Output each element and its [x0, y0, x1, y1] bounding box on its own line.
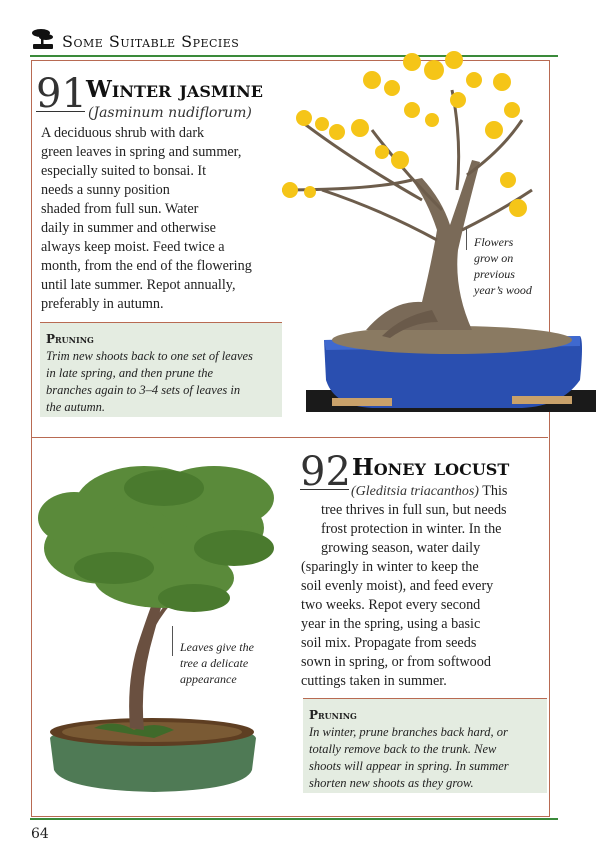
species-latin-name: (Gleditsia triacanthos) — [351, 484, 479, 499]
description-line: until late summer. Repot annually, — [41, 277, 236, 293]
description-line: two weeks. Repot every second — [301, 597, 481, 613]
pruning-line: shoots will appear in spring. In summer — [309, 759, 509, 773]
description-line: preferably in autumn. — [41, 296, 164, 312]
image-caption — [474, 234, 532, 298]
description-line: shaded from full sun. Water — [41, 201, 199, 217]
caption-pointer — [466, 228, 467, 250]
pruning-line: totally remove back to the trunk. New — [309, 742, 497, 756]
description-line: tree thrives in full sun, but needs — [321, 502, 507, 518]
description-line: A deciduous shrub with dark — [41, 125, 205, 141]
description-line: sown in spring, or from softwood — [301, 654, 491, 670]
page-number: 64 — [31, 826, 49, 842]
description-line: This — [482, 483, 508, 499]
species-number: 92 — [300, 449, 351, 495]
caption-line: appearance — [180, 672, 237, 686]
description-line: green leaves in spring and summer, — [41, 144, 242, 160]
description-line: month, from the end of the flowering — [41, 258, 252, 274]
pruning-text — [46, 348, 282, 416]
species-number: 91 — [36, 71, 87, 117]
pruning-title: Pruning — [46, 332, 94, 346]
caption-line: year’s wood — [474, 283, 532, 297]
pruning-line: Trim new shoots back to one set of leaves — [46, 349, 253, 363]
pruning-line: in late spring, and then prune the — [46, 366, 213, 380]
description-line: year in the spring, using a basic — [301, 616, 481, 632]
caption-line: tree a delicate — [180, 656, 249, 670]
description-line: soil mix. Propagate from seeds — [301, 635, 477, 651]
description-line: needs a sunny position — [41, 182, 170, 198]
caption-line: Flowers — [474, 235, 514, 249]
description-line: soil evenly moist), and feed every — [301, 578, 494, 594]
honey-locust-bonsai-image — [34, 438, 304, 808]
caption-line: Leaves give the — [180, 640, 254, 654]
species-description-first-line — [351, 482, 507, 501]
description-line: especially suited to bonsai. It — [41, 163, 207, 179]
pruning-line: the autumn. — [46, 400, 106, 414]
pruning-line: branches again to 3–4 sets of leaves in — [46, 383, 241, 397]
footer-rule — [30, 818, 558, 820]
caption-pointer — [172, 626, 173, 656]
section-title: Some Suitable Species — [62, 32, 240, 51]
description-line: (sparingly in winter to keep the — [301, 559, 479, 575]
species-latin-name: (Jasminum nudiflorum) — [88, 105, 252, 121]
winter-jasmine-bonsai-image — [262, 40, 600, 420]
description-line: daily in summer and otherwise — [41, 220, 216, 236]
description-line: cuttings taken in summer. — [301, 673, 447, 689]
species-name: Winter jasmine — [86, 76, 263, 103]
pruning-line: In winter, prune branches back hard, or — [309, 725, 508, 739]
pruning-text — [309, 724, 547, 792]
description-line: frost protection in winter. In the — [321, 521, 502, 537]
species-name: Honey locust — [352, 454, 510, 481]
pruning-box — [303, 698, 547, 793]
caption-line: grow on — [474, 251, 514, 265]
description-line: always keep moist. Feed twice a — [41, 239, 225, 255]
pruning-line: shorten new shoots as they grow. — [309, 776, 474, 790]
caption-line: previous — [474, 267, 515, 281]
image-caption — [180, 639, 254, 687]
description-line: growing season, water daily — [321, 540, 481, 556]
pruning-box — [40, 322, 282, 417]
pruning-title: Pruning — [309, 708, 357, 722]
species-description — [41, 124, 252, 314]
bonsai-icon — [30, 26, 56, 52]
species-description — [301, 501, 551, 691]
